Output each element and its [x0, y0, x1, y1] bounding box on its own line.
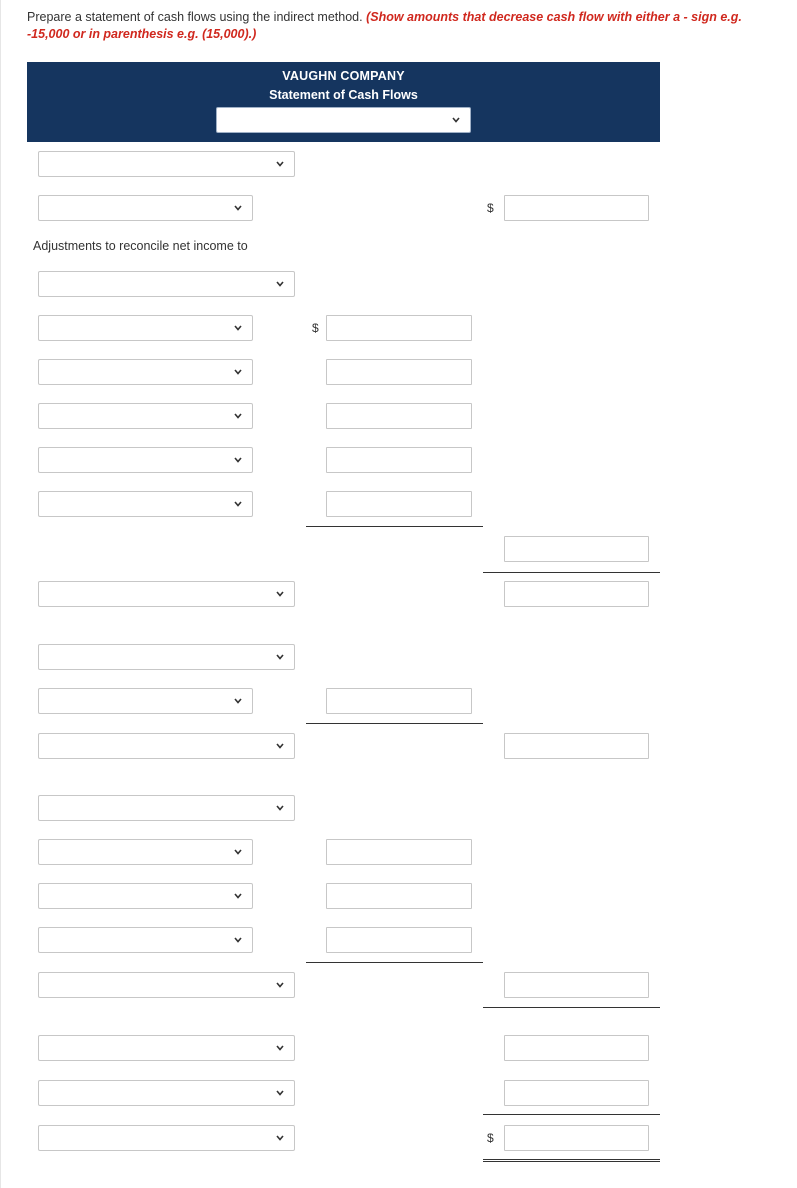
amount-input-col1-1[interactable] — [326, 315, 472, 341]
line-item-dropdown-1[interactable] — [38, 151, 295, 177]
currency-symbol: $ — [487, 201, 494, 215]
amount-input-col2-3[interactable] — [504, 581, 649, 607]
chevron-down-icon — [275, 1088, 285, 1098]
line-item-dropdown-17[interactable] — [38, 972, 295, 998]
chevron-down-icon — [275, 1043, 285, 1053]
instructions-text: Prepare a statement of cash flows using the indirect method. — [27, 10, 367, 24]
subtotal-rule — [306, 723, 483, 724]
line-item-dropdown-19[interactable] — [38, 1080, 295, 1106]
amount-input-col1-6[interactable] — [326, 688, 472, 714]
amount-input-col2-4[interactable] — [504, 733, 649, 759]
line-item-dropdown-10[interactable] — [38, 644, 295, 670]
chevron-down-icon — [275, 589, 285, 599]
statement-header — [27, 62, 660, 142]
chevron-down-icon — [233, 323, 243, 333]
line-item-dropdown-13[interactable] — [38, 795, 295, 821]
chevron-down-icon — [275, 1133, 285, 1143]
amount-input-col1-3[interactable] — [326, 403, 472, 429]
chevron-down-icon — [233, 411, 243, 421]
company-name: VAUGHN COMPANY — [282, 69, 405, 83]
amount-input-col2-1[interactable] — [504, 195, 649, 221]
line-item-dropdown-2[interactable] — [38, 195, 253, 221]
subtotal-rule — [306, 526, 483, 527]
line-item-dropdown-18[interactable] — [38, 1035, 295, 1061]
chevron-down-icon — [233, 203, 243, 213]
chevron-down-icon — [275, 652, 285, 662]
line-item-dropdown-12[interactable] — [38, 733, 295, 759]
amount-input-col2-5[interactable] — [504, 972, 649, 998]
subtotal-rule — [483, 1007, 660, 1008]
line-item-dropdown-14[interactable] — [38, 839, 253, 865]
line-item-dropdown-3[interactable] — [38, 271, 295, 297]
amount-input-col2-2[interactable] — [504, 536, 649, 562]
subtotal-rule — [483, 1114, 660, 1115]
line-item-dropdown-6[interactable] — [38, 403, 253, 429]
amount-input-col1-9[interactable] — [326, 927, 472, 953]
chevron-down-icon — [233, 455, 243, 465]
statement-title: Statement of Cash Flows — [269, 88, 418, 102]
period-dropdown[interactable] — [216, 107, 471, 133]
line-item-dropdown-8[interactable] — [38, 491, 253, 517]
chevron-down-icon — [275, 980, 285, 990]
chevron-down-icon — [233, 935, 243, 945]
amount-input-col1-2[interactable] — [326, 359, 472, 385]
subtotal-rule — [306, 962, 483, 963]
line-item-dropdown-16[interactable] — [38, 927, 253, 953]
line-item-dropdown-5[interactable] — [38, 359, 253, 385]
currency-symbol: $ — [487, 1131, 494, 1145]
amount-input-col1-7[interactable] — [326, 839, 472, 865]
chevron-down-icon — [233, 891, 243, 901]
chevron-down-icon — [233, 499, 243, 509]
line-item-dropdown-15[interactable] — [38, 883, 253, 909]
chevron-down-icon — [275, 279, 285, 289]
line-item-dropdown-7[interactable] — [38, 447, 253, 473]
chevron-down-icon — [275, 159, 285, 169]
left-border — [0, 0, 1, 1188]
amount-input-col1-8[interactable] — [326, 883, 472, 909]
line-item-dropdown-9[interactable] — [38, 581, 295, 607]
total-double-rule — [483, 1159, 660, 1162]
chevron-down-icon — [233, 696, 243, 706]
amount-input-col2-6[interactable] — [504, 1035, 649, 1061]
adjustments-label: Adjustments to reconcile net income to — [33, 239, 248, 253]
line-item-dropdown-4[interactable] — [38, 315, 253, 341]
instructions — [27, 9, 777, 43]
chevron-down-icon — [233, 367, 243, 377]
chevron-down-icon — [451, 115, 461, 125]
chevron-down-icon — [275, 741, 285, 751]
line-item-dropdown-11[interactable] — [38, 688, 253, 714]
amount-input-col1-4[interactable] — [326, 447, 472, 473]
chevron-down-icon — [233, 847, 243, 857]
instructions-highlight: (Show amounts that decrease cash flow with either a - sign e.g. -15,000 or in parenthesis e.g. (15,000).) — [27, 10, 742, 41]
currency-symbol: $ — [312, 321, 319, 335]
amount-input-col2-7[interactable] — [504, 1080, 649, 1106]
chevron-down-icon — [275, 803, 285, 813]
amount-input-col1-5[interactable] — [326, 491, 472, 517]
line-item-dropdown-20[interactable] — [38, 1125, 295, 1151]
amount-input-col2-8[interactable] — [504, 1125, 649, 1151]
subtotal-rule — [483, 572, 660, 573]
